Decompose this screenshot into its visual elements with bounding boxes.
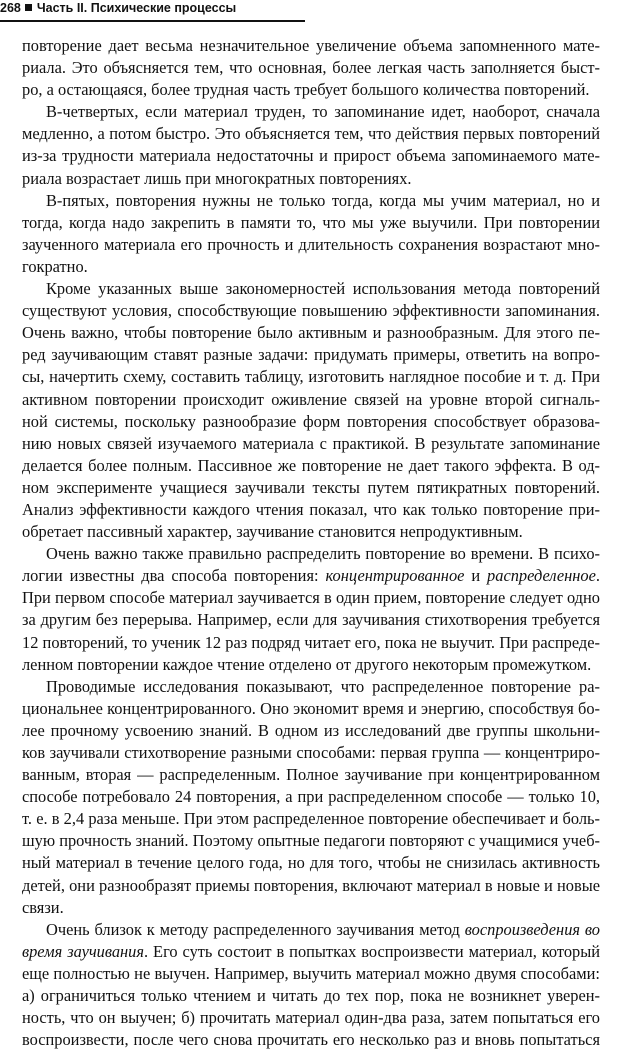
running-head — [0, 0, 305, 22]
text-run: . — [595, 566, 601, 586]
body-text — [22, 35, 600, 1051]
square-bullet-icon — [25, 4, 32, 11]
text-line: ной системы, поскольку разнообразие форм повторения способствует образова- — [22, 411, 600, 431]
text-line: Очень важно также правильно распределить повторение во времени. В психо- — [46, 544, 600, 564]
text-line: обретает пассивный характер, заучивание становится непродуктивным. — [22, 522, 523, 542]
text-line: существуют условия, способствующие повышению эффективности запоминания. — [22, 301, 600, 321]
text-line: лее прочному усвоению знаний. В одном из исследований две группы школьни- — [22, 720, 600, 740]
text-line: а) ограничиться только чтением и читать до тех пор, пока не возникнет уверен- — [22, 986, 600, 1006]
text-line: ред заучивающим ставят разные задачи: придумать примеры, ответить на вопро- — [22, 345, 600, 365]
emphasis-term: время заучивания — [22, 941, 145, 961]
text-line: тогда, когда надо закрепить в памяти то, что мы уже выучили. При повторении — [22, 212, 600, 232]
text-line: Проводимые исследования показывают, что распределенное повторение ра- — [46, 676, 600, 696]
text-line: ность, что он выучен; б) прочитать материал один-два раза, затем попытаться его — [22, 1008, 600, 1028]
text-line: ленном повторении каждое чтение отделено от другого некоторым промежутком. — [22, 654, 592, 674]
text-line: Анализ эффективности каждого чтения показал, что как только повторение при- — [22, 499, 600, 519]
text-line: способе потребовало 24 повторения, а при распределенном способе — только 10, — [22, 787, 600, 807]
text-line: медленно, а потом быстро. Это объясняется тем, что действия первых повторений — [22, 124, 600, 144]
emphasis-term: распределенное — [487, 566, 596, 586]
text-line: делается более полным. Пассивное же повторение не дает такого эффекта. В од- — [22, 455, 600, 475]
text-line: Очень важно, чтобы повторение было активным и разнообразным. Для этого пе- — [22, 323, 600, 343]
text-line: связи. — [22, 897, 64, 917]
text-line: Кроме указанных выше закономерностей использования метода повторений — [46, 279, 600, 299]
text-line — [22, 919, 600, 941]
text-line: заученного материала его прочность и длительность сохранения возрастают мно- — [22, 234, 600, 254]
text-line: детей, они разнообразят приемы повторения, включают материал в новые и новые — [22, 875, 600, 895]
text-run: . Его суть состоит в попытках воспроизвести материал, который — [144, 941, 600, 961]
text-line: циональнее концентрированного. Оно экономит время и энергию, способствуя бо- — [22, 698, 600, 718]
text-line — [22, 941, 600, 963]
text-line: активном повторении происходит оживление связей на уровне второй сигналь- — [22, 389, 600, 409]
text-line: 12 повторений, то ученик 12 раз подряд читает его, пока не выучит. При распреде- — [22, 632, 600, 652]
text-line: нию новых связей изучаемого материала с практикой. В результате запоминание — [22, 433, 600, 453]
text-line: т. е. в 2,4 раза меньше. При этом распределенное повторение обеспечивает и боль- — [22, 809, 600, 829]
text-line — [22, 565, 600, 587]
text-line: ванным, вторая — распределенным. Полное заучивание при концентрированном — [22, 765, 600, 785]
text-line: гократно. — [22, 256, 88, 276]
text-line: шую прочность знаний. Поэтому опытные педагоги повторяют с учащимися учеб- — [22, 831, 600, 851]
text-line: В-четвертых, если материал труден, то запоминание идет, наоборот, сначала — [46, 102, 600, 122]
emphasis-term: концентрированное — [325, 566, 465, 586]
text-line: При первом способе материал заучивается в один прием, повторение следует одно — [22, 588, 600, 608]
text-line: за другим без перерыва. Например, если для заучивания стихотворения требуется — [22, 610, 600, 630]
text-line: воспроизвести, после чего снова прочитать его несколько раз и вновь попытаться — [22, 1030, 600, 1050]
text-line: В-пятых, повторения нужны не только тогда, когда мы учим материал, но и — [46, 190, 600, 210]
text-line: ро, а остающаяся, более трудная часть требует большого количества повторений. — [22, 80, 590, 100]
text-run: и — [464, 566, 488, 586]
text-line: еще полностью не выучен. Например, выучить материал можно двумя способами: — [22, 963, 600, 983]
page-number: 268 — [0, 1, 21, 15]
text-line: ный материал в течение целого года, но для того, чтобы не снизилась активность — [22, 853, 600, 873]
text-line: из-за трудности материала недостаточны и прирост объема запоминаемого мате- — [22, 146, 600, 166]
text-run: Очень близок к методу распределенного заучивания метод — [46, 919, 465, 939]
emphasis-term: воспроизведения во — [464, 919, 600, 939]
text-line: ном эксперименте учащиеся заучивали тексты путем пятикратных повторений. — [22, 477, 600, 497]
text-line: сы, начертить схему, составить таблицу, изготовить наглядное пособие и т. д. При — [22, 367, 600, 387]
text-line: риала. Это объясняется тем, что основная, более легкая часть заполняется быст- — [22, 58, 600, 78]
text-line: ков заучивали стихотворение разными способами: первая группа — концентриро- — [22, 743, 600, 762]
text-run: логии известны два способа повторения: — [22, 566, 326, 586]
running-title: Часть II. Психические процессы — [36, 1, 237, 15]
text-line: риала возрастает лишь при многократных повторениях. — [22, 168, 412, 188]
text-line: повторение дает весьма незначительное увеличение объема запомненного мате- — [22, 36, 600, 55]
